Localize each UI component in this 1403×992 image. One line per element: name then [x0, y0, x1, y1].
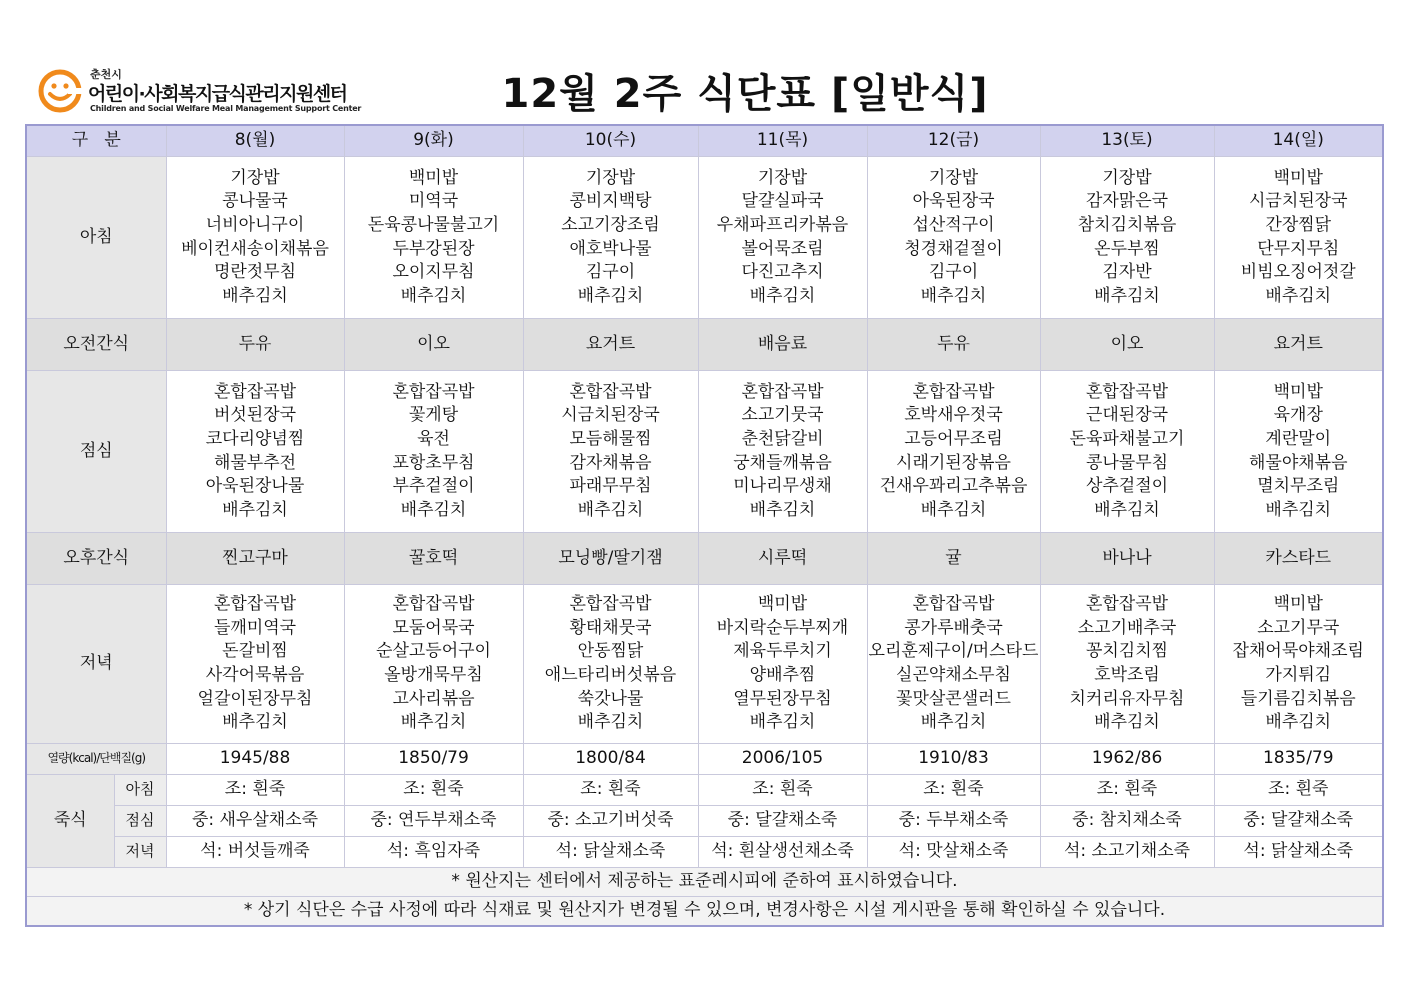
nutrition-cell: 1850/79	[344, 744, 523, 775]
menu-item: 코다리양념찜	[205, 428, 305, 449]
breakfast-cell	[1040, 157, 1214, 319]
menu-item: 배추김치	[1265, 712, 1332, 733]
porridge-cell: 석: 맛살채소죽	[867, 837, 1040, 868]
porridge-cell: 석: 소고기채소죽	[1040, 837, 1214, 868]
menu-item: 쑥갓나물	[577, 688, 644, 709]
dinner-cell	[698, 585, 867, 744]
menu-item: 미역국	[408, 191, 459, 212]
menu-item: 애느타리버섯볶음	[544, 665, 677, 685]
porridge-cell: 중: 달걀채소죽	[698, 806, 867, 837]
menu-item: 꽃맛살콘샐러드	[896, 688, 1011, 709]
porridge-dinner-label: 저녁	[114, 837, 166, 868]
porridge-cell: 조: 흰죽	[344, 775, 523, 806]
nutrition-cell: 2006/105	[698, 744, 867, 775]
day-header: 8(월)	[166, 125, 344, 157]
menu-item: 기장밥	[757, 167, 808, 188]
porridge-cell: 석: 흑임자죽	[344, 837, 523, 868]
menu-item: 잡채어묵야채조림	[1232, 641, 1364, 662]
menu-item: 혼합잡곡밥	[569, 381, 652, 402]
menu-item: 백미밥	[1273, 381, 1323, 402]
menu-item: 돈갈비찜	[222, 641, 288, 662]
dinner-row	[26, 585, 1383, 744]
menu-item: 파래무무침	[569, 476, 652, 497]
lunch-cell	[166, 371, 344, 533]
dinner-label: 저녁	[26, 585, 166, 744]
footnote: * 상기 식단은 수급 사정에 따라 식재료 및 원산지가 변경될 수 있으며, 변경사항은 시설 게시판을 통해 확인하실 수 있습니다.	[26, 897, 1383, 927]
porridge-cell: 조: 흰죽	[1040, 775, 1214, 806]
menu-item: 멸치무조림	[1257, 476, 1340, 497]
menu-item: 포항초무침	[392, 452, 475, 473]
menu-item: 배추김치	[1094, 712, 1160, 733]
menu-item: 순살고등어구이	[376, 641, 491, 662]
menu-item: 백미밥	[408, 167, 459, 188]
porridge-cell: 중: 연두부채소죽	[344, 806, 523, 837]
menu-item: 참치김치볶음	[1077, 214, 1177, 235]
porridge-cell: 조: 흰죽	[1214, 775, 1383, 806]
menu-item: 우채파프리카볶음	[716, 214, 849, 235]
morning-snack-cell: 이오	[1040, 319, 1214, 371]
menu-item: 배추김치	[222, 712, 288, 733]
nutrition-cell: 1835/79	[1214, 744, 1383, 775]
breakfast-cell	[166, 157, 344, 319]
menu-item: 콩나물국	[222, 191, 288, 212]
nutrition-label: 열량(kcal)/단백질(g)	[26, 744, 166, 775]
menu-item: 배추김치	[222, 499, 288, 520]
menu-item: 들깨미역국	[213, 617, 297, 638]
menu-item: 기장밥	[585, 167, 636, 188]
menu-item: 콩나물무침	[1085, 452, 1169, 473]
page-title: 12월 2주 식단표 [일반식]	[501, 71, 989, 117]
morning-snack-cell: 두유	[166, 319, 344, 371]
menu-item: 제육두루치기	[733, 641, 832, 662]
menu-item: 혼합잡곡밥	[912, 594, 995, 615]
nutrition-row	[26, 744, 1383, 775]
menu-item: 들기름김치볶음	[1240, 688, 1356, 709]
porridge-lunch-label: 점심	[114, 806, 166, 837]
porridge-cell: 석: 버섯들깨죽	[166, 837, 344, 868]
menu-item: 배추김치	[1265, 285, 1332, 306]
menu-item: 사각어묵볶음	[205, 665, 305, 685]
menu-item: 소고기뭇국	[741, 405, 824, 426]
afternoon-snack-cell: 찐고구마	[166, 533, 344, 585]
menu-item: 모듬해물찜	[569, 428, 652, 449]
breakfast-cell	[523, 157, 698, 319]
menu-item: 다진고추지	[741, 262, 824, 283]
dinner-cell	[166, 585, 344, 744]
porridge-cell: 조: 흰죽	[523, 775, 698, 806]
menu-item: 청경채겉절이	[904, 238, 1003, 259]
morning-snack-cell: 요거트	[1214, 319, 1383, 371]
porridge-cell: 석: 닭살채소죽	[523, 837, 698, 868]
menu-item: 시래기된장볶음	[896, 452, 1011, 473]
afternoon-snack-cell: 꿀호떡	[344, 533, 523, 585]
menu-item: 호박새우젓국	[904, 405, 1003, 426]
menu-item: 가지튀김	[1265, 665, 1332, 685]
morning-snack-cell: 배음료	[698, 319, 867, 371]
porridge-cell: 석: 흰살생선채소죽	[698, 837, 867, 868]
porridge-cell: 중: 두부채소죽	[867, 806, 1040, 837]
afternoon-snack-cell: 모닝빵/딸기잼	[523, 533, 698, 585]
menu-item: 혼합잡곡밥	[912, 381, 995, 402]
porridge-dinner-row	[26, 837, 1383, 868]
menu-item: 배추김치	[577, 712, 644, 733]
menu-item: 배추김치	[400, 712, 467, 733]
nutrition-cell: 1800/84	[523, 744, 698, 775]
menu-item: 온두부찜	[1094, 238, 1160, 259]
menu-table	[25, 124, 1384, 927]
smile-face-icon	[38, 69, 82, 113]
menu-item: 치커리유자무침	[1069, 688, 1185, 709]
menu-item: 간장찜닭	[1265, 214, 1332, 235]
lunch-label: 점심	[26, 371, 166, 533]
menu-item: 꽃게탕	[408, 405, 459, 426]
menu-item: 양배추찜	[749, 665, 816, 685]
menu-item: 기장밥	[1102, 167, 1152, 188]
menu-item: 베이컨새송이채볶음	[181, 238, 329, 259]
menu-item: 미나리무생채	[733, 476, 832, 497]
porridge-cell: 조: 흰죽	[698, 775, 867, 806]
nutrition-cell: 1962/86	[1040, 744, 1214, 775]
menu-item: 혼합잡곡밥	[1085, 381, 1169, 402]
menu-item: 고등어무조림	[904, 428, 1003, 449]
menu-item: 고사리볶음	[392, 688, 475, 709]
menu-item: 춘천닭갈비	[741, 428, 824, 449]
menu-item: 혼합잡곡밥	[213, 381, 297, 402]
afternoon-snack-cell: 카스타드	[1214, 533, 1383, 585]
menu-item: 김자반	[1102, 262, 1152, 283]
day-header: 10(수)	[523, 125, 698, 157]
porridge-cell: 조: 흰죽	[867, 775, 1040, 806]
lunch-cell	[1040, 371, 1214, 533]
menu-item: 혼합잡곡밥	[392, 594, 475, 615]
menu-item: 부추겉절이	[392, 476, 475, 497]
morning-snack-label: 오전간식	[26, 319, 166, 371]
menu-item: 아욱된장나물	[205, 476, 305, 497]
category-header: 구 분	[26, 125, 166, 157]
menu-item: 기장밥	[928, 167, 979, 188]
menu-item: 배추김치	[749, 285, 816, 306]
menu-item: 바지락순두부찌개	[716, 617, 849, 638]
menu-item: 달걀실파국	[741, 191, 824, 212]
menu-item: 올방개묵무침	[384, 665, 483, 685]
note-row	[26, 897, 1383, 927]
menu-item: 계란말이	[1265, 428, 1332, 449]
menu-item: 콩비지백탕	[569, 191, 652, 212]
menu-item: 육전	[417, 428, 450, 449]
morning-snack-row	[26, 319, 1383, 371]
day-header: 11(목)	[698, 125, 867, 157]
menu-item: 오이지무침	[392, 262, 475, 283]
afternoon-snack-label: 오후간식	[26, 533, 166, 585]
nutrition-cell: 1945/88	[166, 744, 344, 775]
menu-item: 버섯된장국	[213, 405, 297, 426]
menu-item: 모둠어묵국	[392, 617, 475, 638]
morning-snack-cell: 이오	[344, 319, 523, 371]
porridge-cell: 중: 새우살채소죽	[166, 806, 344, 837]
menu-item: 섭산적구이	[912, 214, 995, 235]
lunch-cell	[867, 371, 1040, 533]
menu-item: 애호박나물	[569, 238, 652, 259]
afternoon-snack-cell: 바나나	[1040, 533, 1214, 585]
menu-item: 배추김치	[920, 285, 987, 306]
day-header: 13(토)	[1040, 125, 1214, 157]
menu-item: 돈육콩나물불고기	[367, 214, 500, 235]
logo-city: 춘천시	[90, 68, 122, 81]
menu-item: 배추김치	[400, 285, 467, 306]
menu-item: 돈육파채불고기	[1069, 428, 1185, 449]
afternoon-snack-row	[26, 533, 1383, 585]
breakfast-row	[26, 157, 1383, 319]
menu-item: 황태채뭇국	[569, 617, 652, 638]
porridge-cell: 석: 닭살채소죽	[1214, 837, 1383, 868]
porridge-lunch-row	[26, 806, 1383, 837]
menu-item: 소고기무국	[1257, 617, 1340, 638]
menu-item: 시금치된장국	[1248, 191, 1348, 212]
menu-item: 혼합잡곡밥	[1085, 594, 1169, 615]
menu-item: 볼어묵조림	[741, 238, 824, 259]
menu-item: 감자채볶음	[569, 452, 652, 473]
menu-item: 기장밥	[230, 167, 280, 188]
menu-item: 배추김치	[749, 712, 816, 733]
menu-item: 호박조림	[1094, 665, 1160, 685]
menu-item: 혼합잡곡밥	[569, 594, 652, 615]
menu-item: 김구이	[585, 262, 636, 283]
menu-item: 배추김치	[920, 499, 987, 520]
menu-item: 배추김치	[577, 285, 644, 306]
menu-item: 배추김치	[1094, 285, 1160, 306]
breakfast-cell	[698, 157, 867, 319]
menu-item: 배추김치	[1265, 499, 1332, 520]
menu-item: 감자맑은국	[1085, 191, 1169, 212]
menu-item: 육개장	[1273, 405, 1323, 426]
menu-item: 백미밥	[757, 594, 808, 615]
morning-snack-cell: 두유	[867, 319, 1040, 371]
day-header: 12(금)	[867, 125, 1040, 157]
menu-item: 배추김치	[222, 285, 288, 306]
menu-item: 단무지무침	[1257, 238, 1340, 259]
porridge-cell: 중: 참치채소죽	[1040, 806, 1214, 837]
footnote: * 원산지는 센터에서 제공하는 표준레시피에 준하여 표시하였습니다.	[26, 868, 1383, 897]
menu-item: 궁채들깨볶음	[733, 452, 832, 473]
lunch-row	[26, 371, 1383, 533]
logo-english: Children and Social Welfare Meal Management Support Center	[90, 104, 362, 113]
logo-name: 어린이·사회복지급식관리지원센터	[88, 83, 347, 105]
menu-item: 콩가루배춧국	[904, 617, 1003, 638]
dinner-cell	[523, 585, 698, 744]
menu-item: 안동찜닭	[577, 641, 644, 662]
lunch-cell	[1214, 371, 1383, 533]
lunch-cell	[344, 371, 523, 533]
menu-item: 아욱된장국	[912, 191, 995, 212]
dinner-cell	[344, 585, 523, 744]
menu-item: 소고기배추국	[1077, 617, 1177, 638]
menu-item: 얼갈이된장무침	[197, 688, 313, 709]
menu-item: 근대된장국	[1085, 405, 1169, 426]
menu-item: 열무된장무침	[733, 688, 832, 709]
breakfast-cell	[1214, 157, 1383, 319]
dinner-cell	[1214, 585, 1383, 744]
menu-item: 두부강된장	[392, 238, 475, 259]
morning-snack-cell: 요거트	[523, 319, 698, 371]
menu-item: 비빔오징어젓갈	[1240, 262, 1356, 283]
menu-item: 배추김치	[920, 712, 987, 733]
menu-item: 소고기장조림	[561, 214, 660, 235]
menu-item: 백미밥	[1273, 167, 1323, 188]
lunch-cell	[523, 371, 698, 533]
menu-item: 명란젓무침	[213, 262, 297, 283]
menu-item: 배추김치	[749, 499, 816, 520]
breakfast-cell	[867, 157, 1040, 319]
porridge-cell: 중: 소고기버섯죽	[523, 806, 698, 837]
menu-item: 오리훈제구이/머스타드	[868, 641, 1039, 662]
afternoon-snack-cell: 귤	[867, 533, 1040, 585]
dinner-cell	[867, 585, 1040, 744]
menu-item: 백미밥	[1273, 594, 1323, 615]
menu-item: 너비아니구이	[205, 214, 305, 235]
menu-item: 시금치된장국	[561, 405, 660, 426]
porridge-breakfast-row	[26, 775, 1383, 806]
afternoon-snack-cell: 시루떡	[698, 533, 867, 585]
dinner-cell	[1040, 585, 1214, 744]
menu-item: 상추겉절이	[1085, 476, 1169, 497]
menu-item: 김구이	[928, 262, 979, 283]
menu-item: 혼합잡곡밥	[392, 381, 475, 402]
day-header: 14(일)	[1214, 125, 1383, 157]
menu-item: 혼합잡곡밥	[213, 594, 297, 615]
menu-item: 건새우꽈리고추볶음	[879, 476, 1028, 497]
menu-item: 꽁치김치찜	[1085, 641, 1169, 662]
center-logo	[38, 66, 378, 116]
menu-item: 배추김치	[1094, 499, 1160, 520]
menu-item: 혼합잡곡밥	[741, 381, 824, 402]
menu-item: 해물야채볶음	[1248, 452, 1348, 473]
breakfast-label: 아침	[26, 157, 166, 319]
menu-item: 배추김치	[400, 499, 467, 520]
menu-item: 배추김치	[577, 499, 644, 520]
menu-item: 해물부추전	[213, 452, 297, 473]
day-header: 9(화)	[344, 125, 523, 157]
porridge-label: 죽식	[26, 775, 114, 868]
header-row	[26, 125, 1383, 157]
porridge-cell: 중: 달걀채소죽	[1214, 806, 1383, 837]
porridge-breakfast-label: 아침	[114, 775, 166, 806]
breakfast-cell	[344, 157, 523, 319]
lunch-cell	[698, 371, 867, 533]
note-row	[26, 868, 1383, 897]
nutrition-cell: 1910/83	[867, 744, 1040, 775]
menu-item: 실곤약채소무침	[896, 665, 1011, 685]
porridge-cell: 조: 흰죽	[166, 775, 344, 806]
